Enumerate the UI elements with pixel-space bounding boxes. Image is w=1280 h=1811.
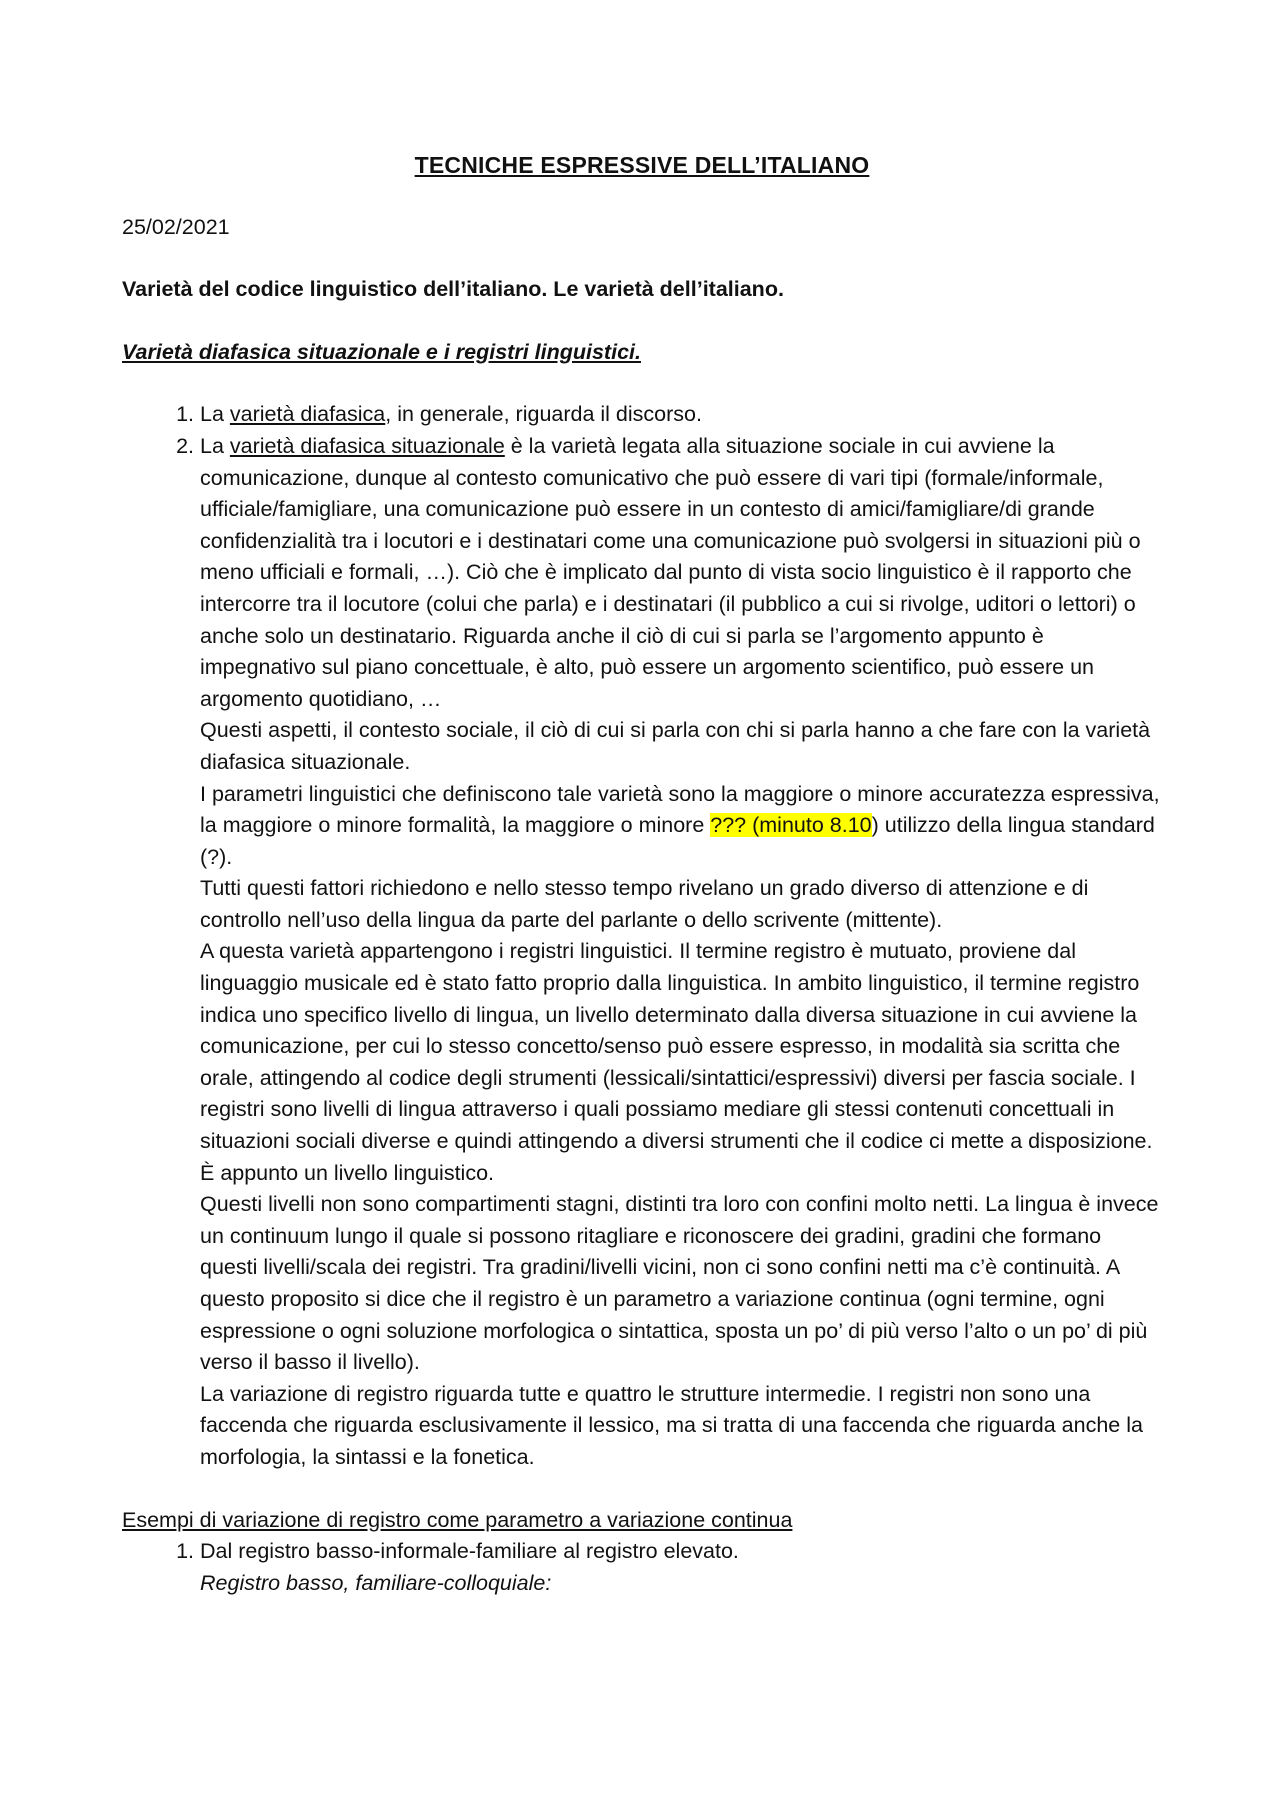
item-text-post: , in generale, riguarda il discorso. — [385, 402, 702, 427]
paragraph: Questi livelli non sono compartimenti stagni, distinti tra loro con confini molto netti. La lingua è invece un continuum lungo il quale si possono ritagliare e riconoscere dei gradini, gradini che formano questi livelli/scala dei registri. Tra gradini/livelli vicini, non ci sono confini netti ma c’è continuità. A questo proposito si dice che il registro è un parametro a variazione continua (ogni termine, ogni espressione o ogni soluzione morfologica o sintattica, sposta un po’ di più verso l’alto o un po’ di più verso il basso il livello). — [200, 1192, 1159, 1375]
paragraph — [200, 431, 1162, 715]
paragraph-text: è la varietà legata alla situazione sociale in cui avviene la comunicazione, dunque al contesto comunicativo che può essere di vari tipi (formale/informale, ufficiale/famigliare, una comunicazione può essere in un contesto di amici/famigliare/di grande confidenzialità tra i locutori e i destinatari come una comunicazione può svolgersi in situazioni più o meno ufficiali e formali, …). Ciò che è implicato dal punto di vista socio linguistico è il rapporto che intercorre tra il locutore (colui che parla) e i destinatari (il pubblico a cui si rivolge, uditori o lettori) o anche solo un destinatario. Riguarda anche il ciò di cui si parla se l’argomento appunto è impegnativo sul piano concettuale, è alto, può essere un argomento scientifico, può essere un argomento quotidiano, … — [200, 433, 1141, 711]
section-heading-main: Varietà del codice linguistico dell’italiano. Le varietà dell’italiano. — [122, 277, 784, 302]
paragraph: A questa varietà appartengono i registri linguistici. Il termine registro è mutuato, proviene dal linguaggio musicale ed è stato fatto proprio dalla linguistica. In ambito linguistico, il termine registro indica uno specifico livello di lingua, un livello determinato dalla diversa situazione in cui avviene la comunicazione, per cui lo stesso concetto/senso può essere espresso, in modalità sia scritta che orale, attingendo al codice degli strumenti (lessicali/sintattici/espressivi) diversi per fascia sociale. I registri sono livelli di lingua attraverso i quali possiamo mediare gli stessi contenuti concettuali in situazioni sociali diverse e quindi attingendo a diversi strumenti che il codice ci mette a disposizione. È appunto un livello linguistico. — [200, 939, 1153, 1185]
item-text-pre: La — [200, 402, 230, 427]
list-item — [200, 399, 1162, 431]
numbered-list-2 — [122, 1536, 1162, 1599]
underlined-term: varietà diafasica — [229, 402, 386, 427]
paragraph: Questi aspetti, il contesto sociale, il ciò di cui si parla con chi si parla hanno a che fare con la varietà diafasica situazionale. — [200, 718, 1151, 774]
highlighted-text: ??? (minuto 8.10 — [710, 813, 872, 838]
list-item — [200, 1536, 1162, 1599]
document-page — [122, 150, 1162, 1599]
item-text-pre: La — [200, 433, 230, 458]
document-date: 25/02/2021 — [122, 214, 230, 239]
paragraph-text: I parametri linguistici che definiscono tale varietà sono la maggiore o minore accuratezza espressiva, la maggiore o minore formalità, la maggiore o minore — [200, 781, 1160, 838]
paragraph: La variazione di registro riguarda tutte e quattro le strutture intermedie. I registri non sono una faccenda che riguarda esclusivamente il lessico, ma si tratta di una faccenda che riguarda anche la morfologia, la sintassi e la fonetica. — [200, 1381, 1143, 1469]
italic-subline: Registro basso, familiare-colloquiale: — [200, 1570, 552, 1595]
paragraph — [200, 779, 1162, 874]
section-heading-examples: Esempi di variazione di registro come parametro a variazione continua — [122, 1507, 793, 1532]
numbered-list-1 — [122, 399, 1162, 1473]
section-subheading: Varietà diafasica situazionale e i registri linguistici. — [122, 339, 641, 364]
underlined-term: varietà diafasica situazionale — [229, 433, 505, 458]
item-text: Dal registro basso-informale-familiare al registro elevato. — [200, 1539, 739, 1564]
paragraph-text: ) utilizzo della lingua standard (?). — [200, 813, 1155, 869]
list-item — [200, 431, 1162, 1474]
paragraph: Tutti questi fattori richiedono e nello stesso tempo rivelano un grado diverso di attenzione e di controllo nell’uso della lingua da parte del parlante o dello scrivente (mittente). — [200, 876, 1089, 932]
document-title: TECNICHE ESPRESSIVE DELL’ITALIANO — [414, 152, 870, 178]
